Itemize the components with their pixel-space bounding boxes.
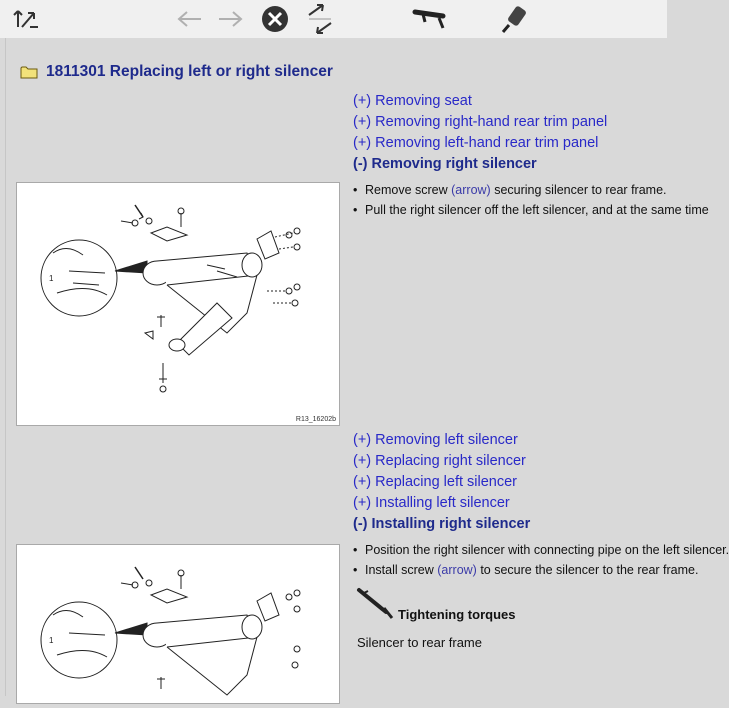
link-removing-rh-trim[interactable]: (+) Removing right-hand rear trim panel [353, 114, 608, 130]
folder-icon [20, 65, 38, 79]
step-pull-silencer: • Pull the right silencer off the left silencer, and at the same time [353, 203, 709, 217]
link-removing-lh-trim[interactable]: (+) Removing left-hand rear trim panel [353, 135, 599, 151]
section2-steps [353, 540, 729, 580]
page-title: 1811301 Replacing left or right silencer [46, 63, 333, 80]
back-arrow-icon[interactable] [175, 4, 205, 34]
link-installing-right-silencer[interactable]: (-) Installing right silencer [353, 516, 531, 532]
expand-icon[interactable] [12, 4, 42, 34]
section1-steps [353, 180, 709, 220]
link-installing-left-silencer[interactable]: (+) Installing left silencer [353, 495, 510, 511]
close-icon[interactable] [260, 4, 290, 34]
tightening-torques-header [356, 586, 515, 622]
document-pane [5, 38, 729, 696]
step-remove-screw: • Remove screw (arrow) securing silencer to rear frame. [353, 183, 667, 197]
figure-id: R13_16202b [295, 416, 336, 423]
link-removing-left-silencer[interactable]: (+) Removing left silencer [353, 432, 518, 448]
screwdriver-icon[interactable] [500, 4, 530, 34]
link-removing-seat[interactable]: (+) Removing seat [353, 93, 472, 109]
link-removing-right-silencer[interactable]: (-) Removing right silencer [353, 156, 537, 172]
silencer-diagram-2 [17, 545, 339, 703]
torque-item: Silencer to rear frame [357, 635, 482, 650]
svg-text:1: 1 [49, 274, 54, 283]
arrow-ref-2[interactable]: (arrow) [437, 563, 477, 577]
arrow-ref[interactable]: (arrow) [451, 183, 491, 197]
figure-removal [16, 182, 340, 426]
tightening-torques-label: Tightening torques [398, 607, 516, 622]
link-replacing-right-silencer[interactable]: (+) Replacing right silencer [353, 453, 526, 469]
link-replacing-left-silencer[interactable]: (+) Replacing left silencer [353, 474, 518, 490]
figure-installation [16, 544, 340, 704]
sync-icon[interactable] [305, 4, 335, 34]
section1-links [353, 91, 607, 175]
torque-wrench-icon[interactable] [413, 4, 449, 34]
step-install-screw: • Install screw (arrow) to secure the silencer to the rear frame. [353, 563, 699, 577]
step-position-silencer: • Position the right silencer with connecting pipe on the left silencer. [353, 543, 729, 557]
section2-links [353, 430, 530, 535]
torque-wrench-icon [356, 586, 396, 622]
page-header [20, 63, 333, 81]
silencer-diagram [17, 183, 339, 425]
toolbar [0, 0, 667, 38]
svg-text:1: 1 [49, 636, 54, 645]
forward-arrow-icon[interactable] [215, 4, 245, 34]
